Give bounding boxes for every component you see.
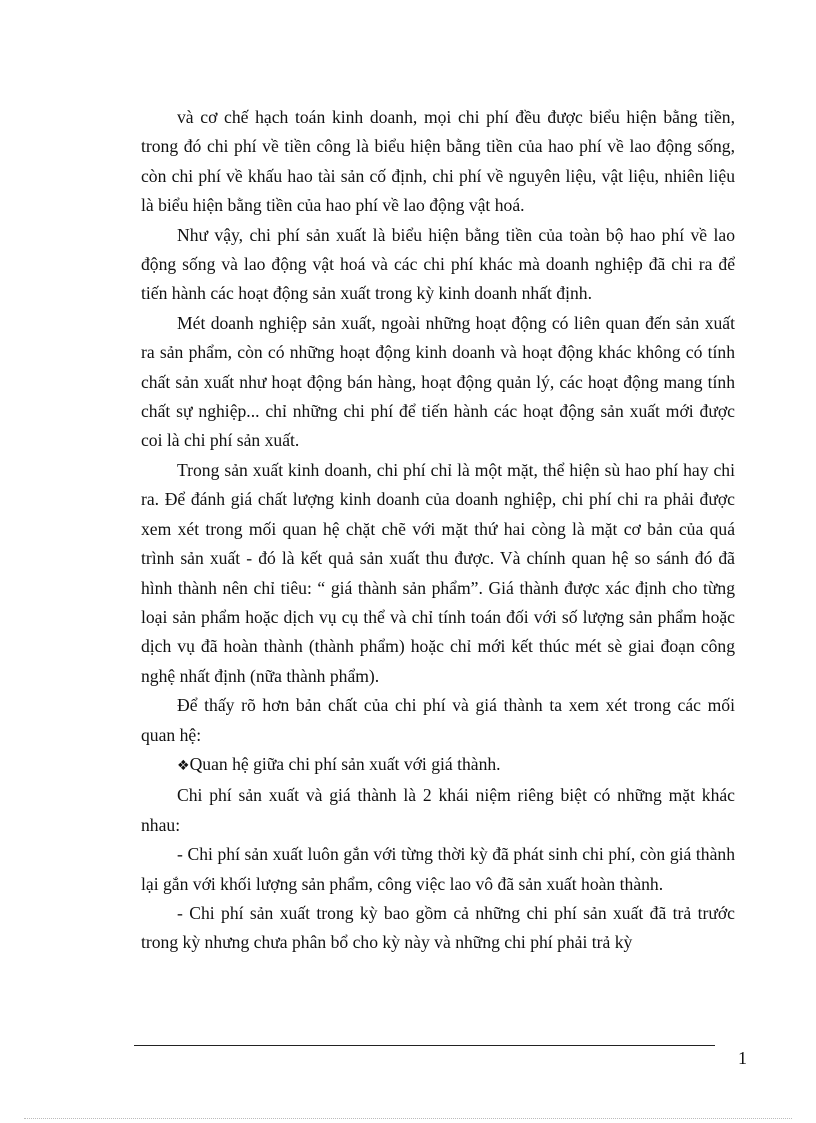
body-text (141, 103, 735, 958)
paragraph: Mét doanh nghiệp sản xuất, ngoài những hoạt động có liên quan đến sản xuất ra sản phẩm, còn có những hoạt động kinh doanh và hoạt động khác không có tính chất sản xuất như hoạt động bán hàng, hoạt động quản lý, các hoạt động mang tính chất sự nghiệp... chỉ những chi phí để tiến hành các hoạt động sản xuất mới được coi là chi phí sản xuất. (141, 312, 735, 451)
paragraph: Như vậy, chi phí sản xuất là biểu hiện bằng tiền của toàn bộ hao phí về lao động sống và lao động vật hoá và các chi phí khác mà doanh nghiệp đã chi ra để tiến hành các hoạt động sản xuất trong kỳ kinh doanh nhất định. (141, 224, 735, 304)
paragraph: Trong sản xuất kinh doanh, chi phí chỉ là một mặt, thể hiện sù hao phí hay chi ra. Để đánh giá chất lượng kinh doanh của doanh nghiệp, chi phí chi ra phải được xem xét trong mối quan hệ chặt chẽ với mặt thứ hai còng là mặt cơ bản của quá trình sản xuất - đó là kết quả sản xuất thu được. Và chính quan hệ so sánh đó đã hình thành nên chỉ tiêu: “ giá thành sản phẩm”. Giá thành được xác định cho từng loại sản phẩm hoặc dịch vụ cụ thể và chỉ tính toán đối với số lượng sản phẩm hoặc dịch vụ đã hoàn thành (thành phẩm) hoặc chỉ mới kết thúc mét sè giai đoạn công nghệ nhất định (nữa thành phẩm). (141, 459, 735, 686)
page-number: 1 (738, 1048, 747, 1068)
paragraph: và cơ chế hạch toán kinh doanh, mọi chi phí đều được biểu hiện bằng tiền, trong đó chi phí về tiền công là biểu hiện bằng tiền của hao phí về lao động sống, còn chi phí về khấu hao tài sản cố định, chi phí về nguyên liệu, vật liệu, nhiên liệu là biểu hiện bằng tiền của hao phí về lao động vật hoá. (141, 107, 735, 216)
page-bottom-border (24, 1118, 792, 1119)
paragraph: - Chi phí sản xuất luôn gắn với từng thời kỳ đã phát sinh chi phí, còn giá thành lại gắn với khối lượng sản phẩm, công việc lao vô đã sản xuất hoàn thành. (141, 844, 735, 894)
bullet-heading-text: Quan hệ giữa chi phí sản xuất với giá thành. (189, 753, 501, 774)
paragraph: - Chi phí sản xuất trong kỳ bao gồm cả những chi phí sản xuất đã trả trước trong kỳ nhưng chưa phân bổ cho kỳ này và những chi phí phải trả kỳ (141, 902, 735, 953)
paragraph: Để thấy rõ hơn bản chất của chi phí và giá thành ta xem xét trong các mối quan hệ: (141, 695, 735, 745)
bullet-heading (141, 750, 735, 781)
paragraph: Chi phí sản xuất và giá thành là 2 khái niệm riêng biệt có những mặt khác nhau: (141, 785, 735, 835)
diamond-bullet-icon: ❖ (177, 757, 190, 774)
footer-divider (134, 1045, 715, 1046)
